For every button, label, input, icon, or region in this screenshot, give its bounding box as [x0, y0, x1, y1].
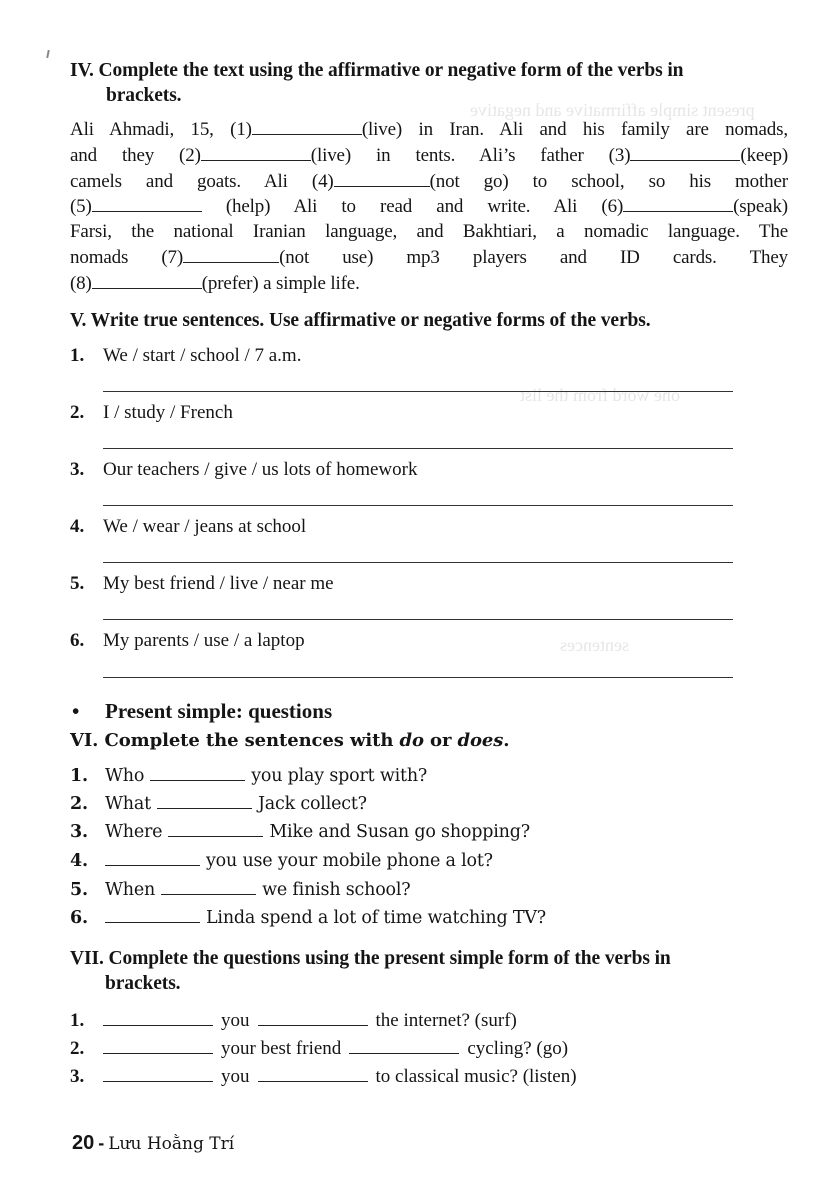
do-does-blank-5[interactable]	[161, 878, 256, 895]
question-item: 2. your best friend cycling? (go)	[70, 1038, 569, 1059]
bleed-through-text: one word from the list	[520, 385, 680, 405]
paragraph-line: Farsi, the national Iranian language, and Bakhtiari, a nomadic language. The	[70, 221, 788, 243]
do-does-blank-3[interactable]	[168, 820, 263, 837]
section-vi-heading: VI. Complete the sentences with do or does.	[70, 730, 510, 751]
bleed-through-text: sentences	[560, 635, 629, 655]
do-does-blank-2[interactable]	[157, 792, 252, 809]
blank-5[interactable]	[92, 194, 202, 212]
question-item: 5. When we finish school?	[70, 880, 411, 900]
aux-blank-3[interactable]	[103, 1065, 213, 1082]
answer-line-5[interactable]	[103, 619, 733, 620]
question-item: 1. you the internet? (surf)	[70, 1010, 517, 1031]
question-item: 2. What Jack collect?	[70, 794, 367, 814]
verb-blank-3[interactable]	[258, 1065, 368, 1082]
answer-line-6[interactable]	[103, 677, 733, 678]
blank-7[interactable]	[183, 245, 279, 263]
paragraph-line: (5) (help) Ali to read and write. Ali (6) (speak)	[70, 196, 788, 218]
bleed-through-text: present simple affirmative and negative	[470, 100, 755, 120]
page-mark	[46, 50, 50, 58]
do-does-blank-4[interactable]	[105, 849, 200, 866]
verb-blank-2[interactable]	[349, 1037, 459, 1054]
present-simple-questions-heading: • Present simple: questions	[72, 699, 333, 723]
paragraph-line: camels and goats. Ali (4) (not go) to school, so his mother	[70, 170, 788, 192]
section-iv-title-line2: brackets.	[106, 85, 182, 106]
answer-line-1[interactable]	[103, 391, 733, 392]
section-iv-number: IV.	[70, 60, 94, 81]
footer-separator: -	[98, 1133, 105, 1153]
answer-line-3[interactable]	[103, 505, 733, 506]
aux-blank-1[interactable]	[103, 1009, 213, 1026]
section-v-heading: V. Write true sentences. Use affirmative or negative forms of the verbs.	[70, 310, 651, 331]
sentence-item: 6. My parents / use / a laptop	[70, 630, 305, 651]
blank-2[interactable]	[201, 143, 311, 161]
blank-8[interactable]	[92, 271, 202, 289]
bullet-icon: •	[72, 699, 80, 723]
question-item: 3. Where Mike and Susan go shopping?	[70, 822, 530, 842]
section-iv-heading	[70, 58, 790, 108]
sentence-item: 4. We / wear / jeans at school	[70, 516, 307, 537]
paragraph-line: nomads (7) (not use) mp3 players and ID cards. They	[70, 246, 789, 268]
do-does-blank-6[interactable]	[105, 906, 200, 923]
blank-4[interactable]	[334, 169, 430, 187]
sentence-item: 2. I / study / French	[70, 402, 233, 423]
page-footer	[72, 1131, 234, 1156]
paragraph-line: (8) (prefer) a simple life.	[70, 272, 360, 294]
aux-blank-2[interactable]	[103, 1037, 213, 1054]
question-item: 1. Who you play sport with?	[70, 766, 428, 786]
section-iv-paragraph	[70, 117, 788, 297]
blank-6[interactable]	[623, 194, 733, 212]
section-vii-number: VII.	[70, 948, 104, 969]
sentence-item: 1. We / start / school / 7 a.m.	[70, 345, 302, 366]
section-iv-title-line1: Complete the text using the affirmative or negative form of the verbs in	[98, 60, 684, 81]
page-number: 20	[72, 1132, 95, 1154]
do-does-blank-1[interactable]	[150, 764, 245, 781]
blank-1[interactable]	[252, 117, 362, 135]
sentence-item: 5. My best friend / live / near me	[70, 573, 334, 594]
question-item: 4. you use your mobile phone a lot?	[70, 851, 493, 871]
blank-3[interactable]	[630, 143, 740, 161]
answer-line-2[interactable]	[103, 448, 733, 449]
paragraph-line: Ali Ahmadi, 15, (1) (live) in Iran. Ali and his family are nomads,	[70, 119, 788, 140]
question-item: 3. you to classical music? (listen)	[70, 1066, 577, 1087]
question-item: 6. Linda spend a lot of time watching TV?	[70, 908, 546, 928]
section-vii-heading	[70, 946, 790, 996]
paragraph-line: and they (2) (live) in tents. Ali’s father (3) (keep)	[70, 144, 789, 166]
author-name: Lưu Hoằng Trí	[108, 1134, 235, 1154]
section-vii-title-line2: brackets.	[105, 973, 181, 994]
answer-line-4[interactable]	[103, 562, 733, 563]
verb-blank-1[interactable]	[258, 1009, 368, 1026]
section-vii-title-line1: Complete the questions using the present simple form of the verbs in	[108, 948, 671, 969]
sentence-item: 3. Our teachers / give / us lots of homework	[70, 459, 418, 480]
